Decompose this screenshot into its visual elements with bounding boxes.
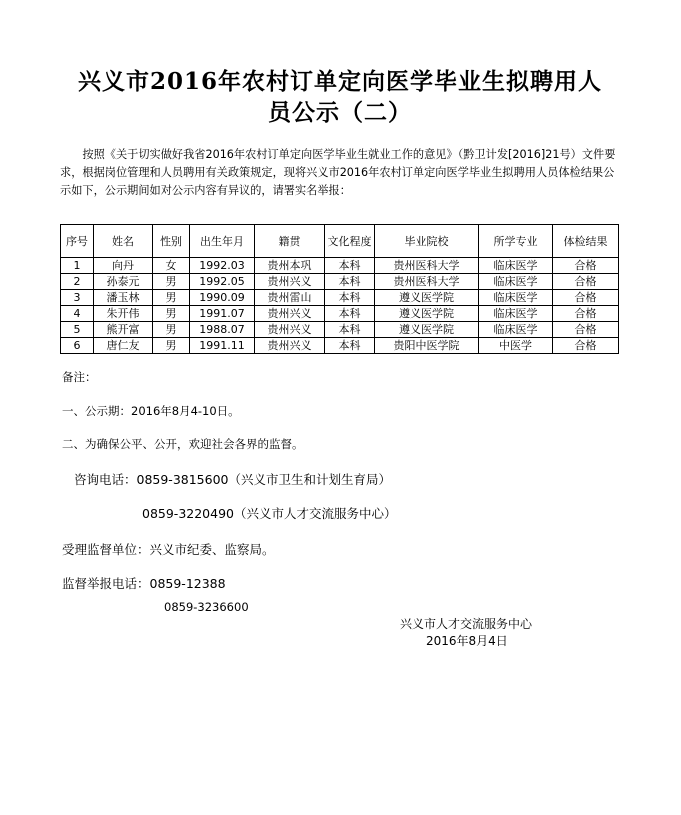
intro-paragraph: 按照《关于切实做好我省2016年农村订单定向医学毕业生就业工作的意见》（黔卫计发[2016]21号）文件要求，根据岗位管理和人员聘用有关政策规定，现将兴义市2016年农村订单定向医学毕业生拟聘用人员体检结果公示如下，公示期间如对公示内容有异议的，请署实名举报： bbox=[60, 148, 616, 197]
column-header: 姓名 bbox=[94, 225, 153, 258]
table-cell: 女 bbox=[153, 258, 190, 274]
table-cell: 合格 bbox=[553, 258, 619, 274]
table-body bbox=[61, 258, 619, 354]
table-cell: 1990.09 bbox=[190, 290, 255, 306]
table-cell: 贵州兴义 bbox=[255, 322, 325, 338]
table-cell: 2 bbox=[61, 274, 94, 290]
table-cell: 本科 bbox=[325, 306, 375, 322]
table-cell: 潘玉林 bbox=[94, 290, 153, 306]
remark-item-2: 二、为确保公平、公开，欢迎社会各界的监督。 bbox=[62, 437, 304, 451]
table-cell: 1992.05 bbox=[190, 274, 255, 290]
table-row bbox=[61, 306, 619, 322]
table-cell: 本科 bbox=[325, 258, 375, 274]
table-cell: 1988.07 bbox=[190, 322, 255, 338]
column-header: 序号 bbox=[61, 225, 94, 258]
table-cell: 男 bbox=[153, 290, 190, 306]
table-cell: 临床医学 bbox=[479, 258, 553, 274]
table-cell: 遵义医学院 bbox=[375, 322, 479, 338]
table-row bbox=[61, 274, 619, 290]
table-cell: 男 bbox=[153, 322, 190, 338]
table-cell: 临床医学 bbox=[479, 274, 553, 290]
column-header: 性别 bbox=[153, 225, 190, 258]
table-cell: 男 bbox=[153, 306, 190, 322]
table-cell: 6 bbox=[61, 338, 94, 354]
table-cell: 中医学 bbox=[479, 338, 553, 354]
table-cell: 合格 bbox=[553, 338, 619, 354]
table-cell: 遵义医学院 bbox=[375, 306, 479, 322]
column-header: 毕业院校 bbox=[375, 225, 479, 258]
table-cell: 贵州医科大学 bbox=[375, 258, 479, 274]
title-line-2: 员公示（二） bbox=[268, 99, 412, 126]
table-cell: 本科 bbox=[325, 322, 375, 338]
table-cell: 本科 bbox=[325, 274, 375, 290]
report-phone: 监督举报电话：0859-12388 bbox=[62, 576, 226, 591]
table-cell: 男 bbox=[153, 338, 190, 354]
table-cell: 合格 bbox=[553, 290, 619, 306]
table-row bbox=[61, 290, 619, 306]
table-cell: 孙泰元 bbox=[94, 274, 153, 290]
table-row bbox=[61, 258, 619, 274]
table-cell: 临床医学 bbox=[479, 290, 553, 306]
table-cell: 向丹 bbox=[94, 258, 153, 274]
candidate-table bbox=[60, 224, 619, 354]
signature-org: 兴义市人才交流服务中心 bbox=[400, 617, 533, 631]
table-cell: 合格 bbox=[553, 274, 619, 290]
signature-date: 2016年8月4日 bbox=[426, 634, 508, 648]
column-header: 所学专业 bbox=[479, 225, 553, 258]
table-cell: 男 bbox=[153, 274, 190, 290]
table-cell: 5 bbox=[61, 322, 94, 338]
table-cell: 临床医学 bbox=[479, 306, 553, 322]
table-cell: 贵阳中医学院 bbox=[375, 338, 479, 354]
notice-title bbox=[60, 66, 620, 128]
table-cell: 本科 bbox=[325, 338, 375, 354]
table-cell: 贵州兴义 bbox=[255, 274, 325, 290]
table-cell: 贵州本巩 bbox=[255, 258, 325, 274]
column-header: 籍贯 bbox=[255, 225, 325, 258]
consult-phone-2: 0859-3220490（兴义市人才交流服务中心） bbox=[142, 506, 397, 521]
table-cell: 1992.03 bbox=[190, 258, 255, 274]
remark-item-1: 一、公示期：2016年8月4-10日。 bbox=[62, 404, 240, 418]
consult-phone: 咨询电话：0859-3815600（兴义市卫生和计划生育局） bbox=[74, 472, 391, 487]
table-cell: 合格 bbox=[553, 322, 619, 338]
table-row bbox=[61, 338, 619, 354]
table-cell: 贵州兴义 bbox=[255, 338, 325, 354]
table-cell: 合格 bbox=[553, 306, 619, 322]
table-cell: 贵州兴义 bbox=[255, 306, 325, 322]
table-header-row bbox=[61, 225, 619, 258]
table-cell: 熊开富 bbox=[94, 322, 153, 338]
title-line-1: 兴义市2016年农村订单定向医学毕业生拟聘用人 bbox=[77, 68, 602, 95]
table-cell: 临床医学 bbox=[479, 322, 553, 338]
table-row bbox=[61, 322, 619, 338]
table-cell: 贵州雷山 bbox=[255, 290, 325, 306]
report-phone-2: 0859-3236600 bbox=[164, 600, 249, 614]
table-cell: 3 bbox=[61, 290, 94, 306]
table-cell: 朱开伟 bbox=[94, 306, 153, 322]
table-cell: 1991.11 bbox=[190, 338, 255, 354]
table-cell: 4 bbox=[61, 306, 94, 322]
table-cell: 1991.07 bbox=[190, 306, 255, 322]
column-header: 文化程度 bbox=[325, 225, 375, 258]
table-cell: 1 bbox=[61, 258, 94, 274]
table-cell: 贵州医科大学 bbox=[375, 274, 479, 290]
table-cell: 本科 bbox=[325, 290, 375, 306]
table-cell: 遵义医学院 bbox=[375, 290, 479, 306]
column-header: 体检结果 bbox=[553, 225, 619, 258]
supervision-unit: 受理监督单位：兴义市纪委、监察局。 bbox=[62, 542, 275, 557]
column-header: 出生年月 bbox=[190, 225, 255, 258]
table-cell: 唐仁友 bbox=[94, 338, 153, 354]
remarks-label: 备注： bbox=[62, 370, 97, 384]
